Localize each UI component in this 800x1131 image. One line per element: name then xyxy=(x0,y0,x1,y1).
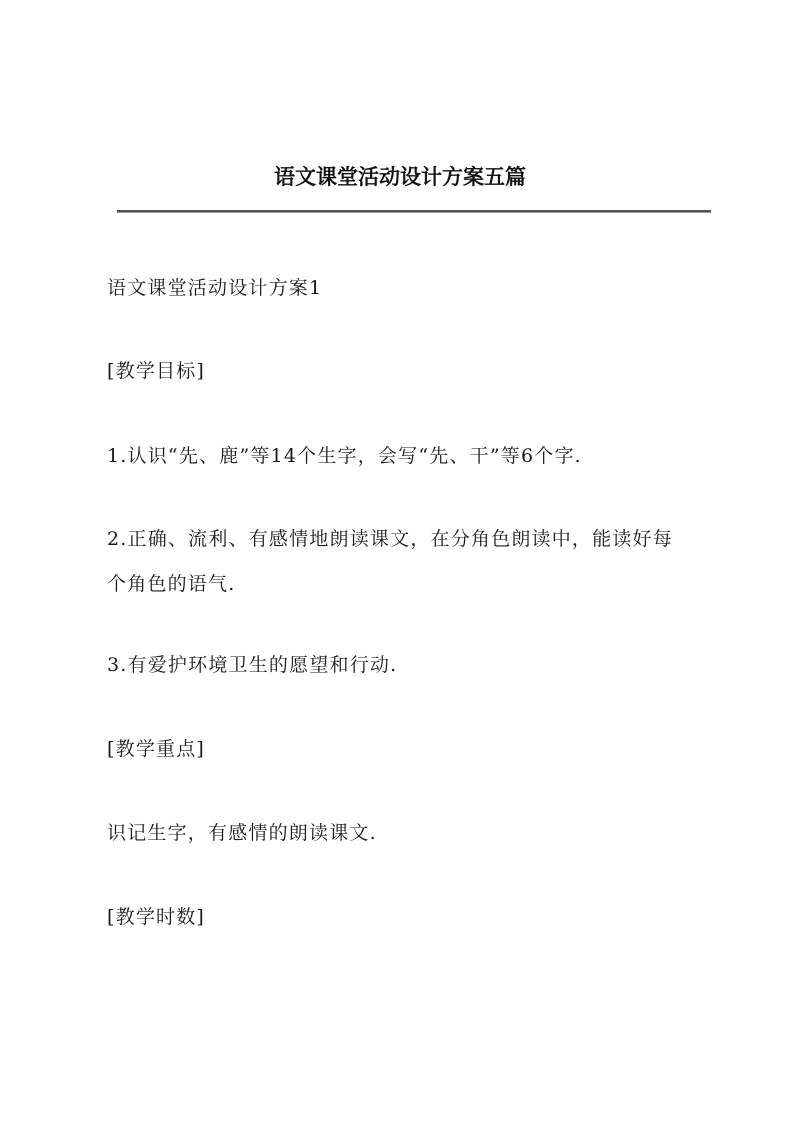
goal-item-2-line-1: 2.正确、流利、有感情地朗读课文，在分角色朗读中，能读好每 xyxy=(107,528,673,550)
subheading-teaching-focus: [教学重点] xyxy=(107,738,206,760)
subheading-teaching-goals: [教学目标] xyxy=(107,360,206,382)
goal-item-2-line-2: 个角色的语气. xyxy=(107,573,236,595)
document-title: 语文课堂活动设计方案五篇 xyxy=(274,164,526,189)
section-heading: 语文课堂活动设计方案1 xyxy=(107,277,323,299)
title-divider xyxy=(117,210,711,213)
teaching-focus-text: 识记生字，有感情的朗读课文. xyxy=(107,822,377,844)
goal-item-3: 3.有爱护环境卫生的愿望和行动. xyxy=(107,654,398,676)
subheading-teaching-hours: [教学时数] xyxy=(107,906,206,928)
goal-item-1: 1.认识“先、鹿”等14个生字，会写“先、干”等6个字. xyxy=(107,445,582,467)
